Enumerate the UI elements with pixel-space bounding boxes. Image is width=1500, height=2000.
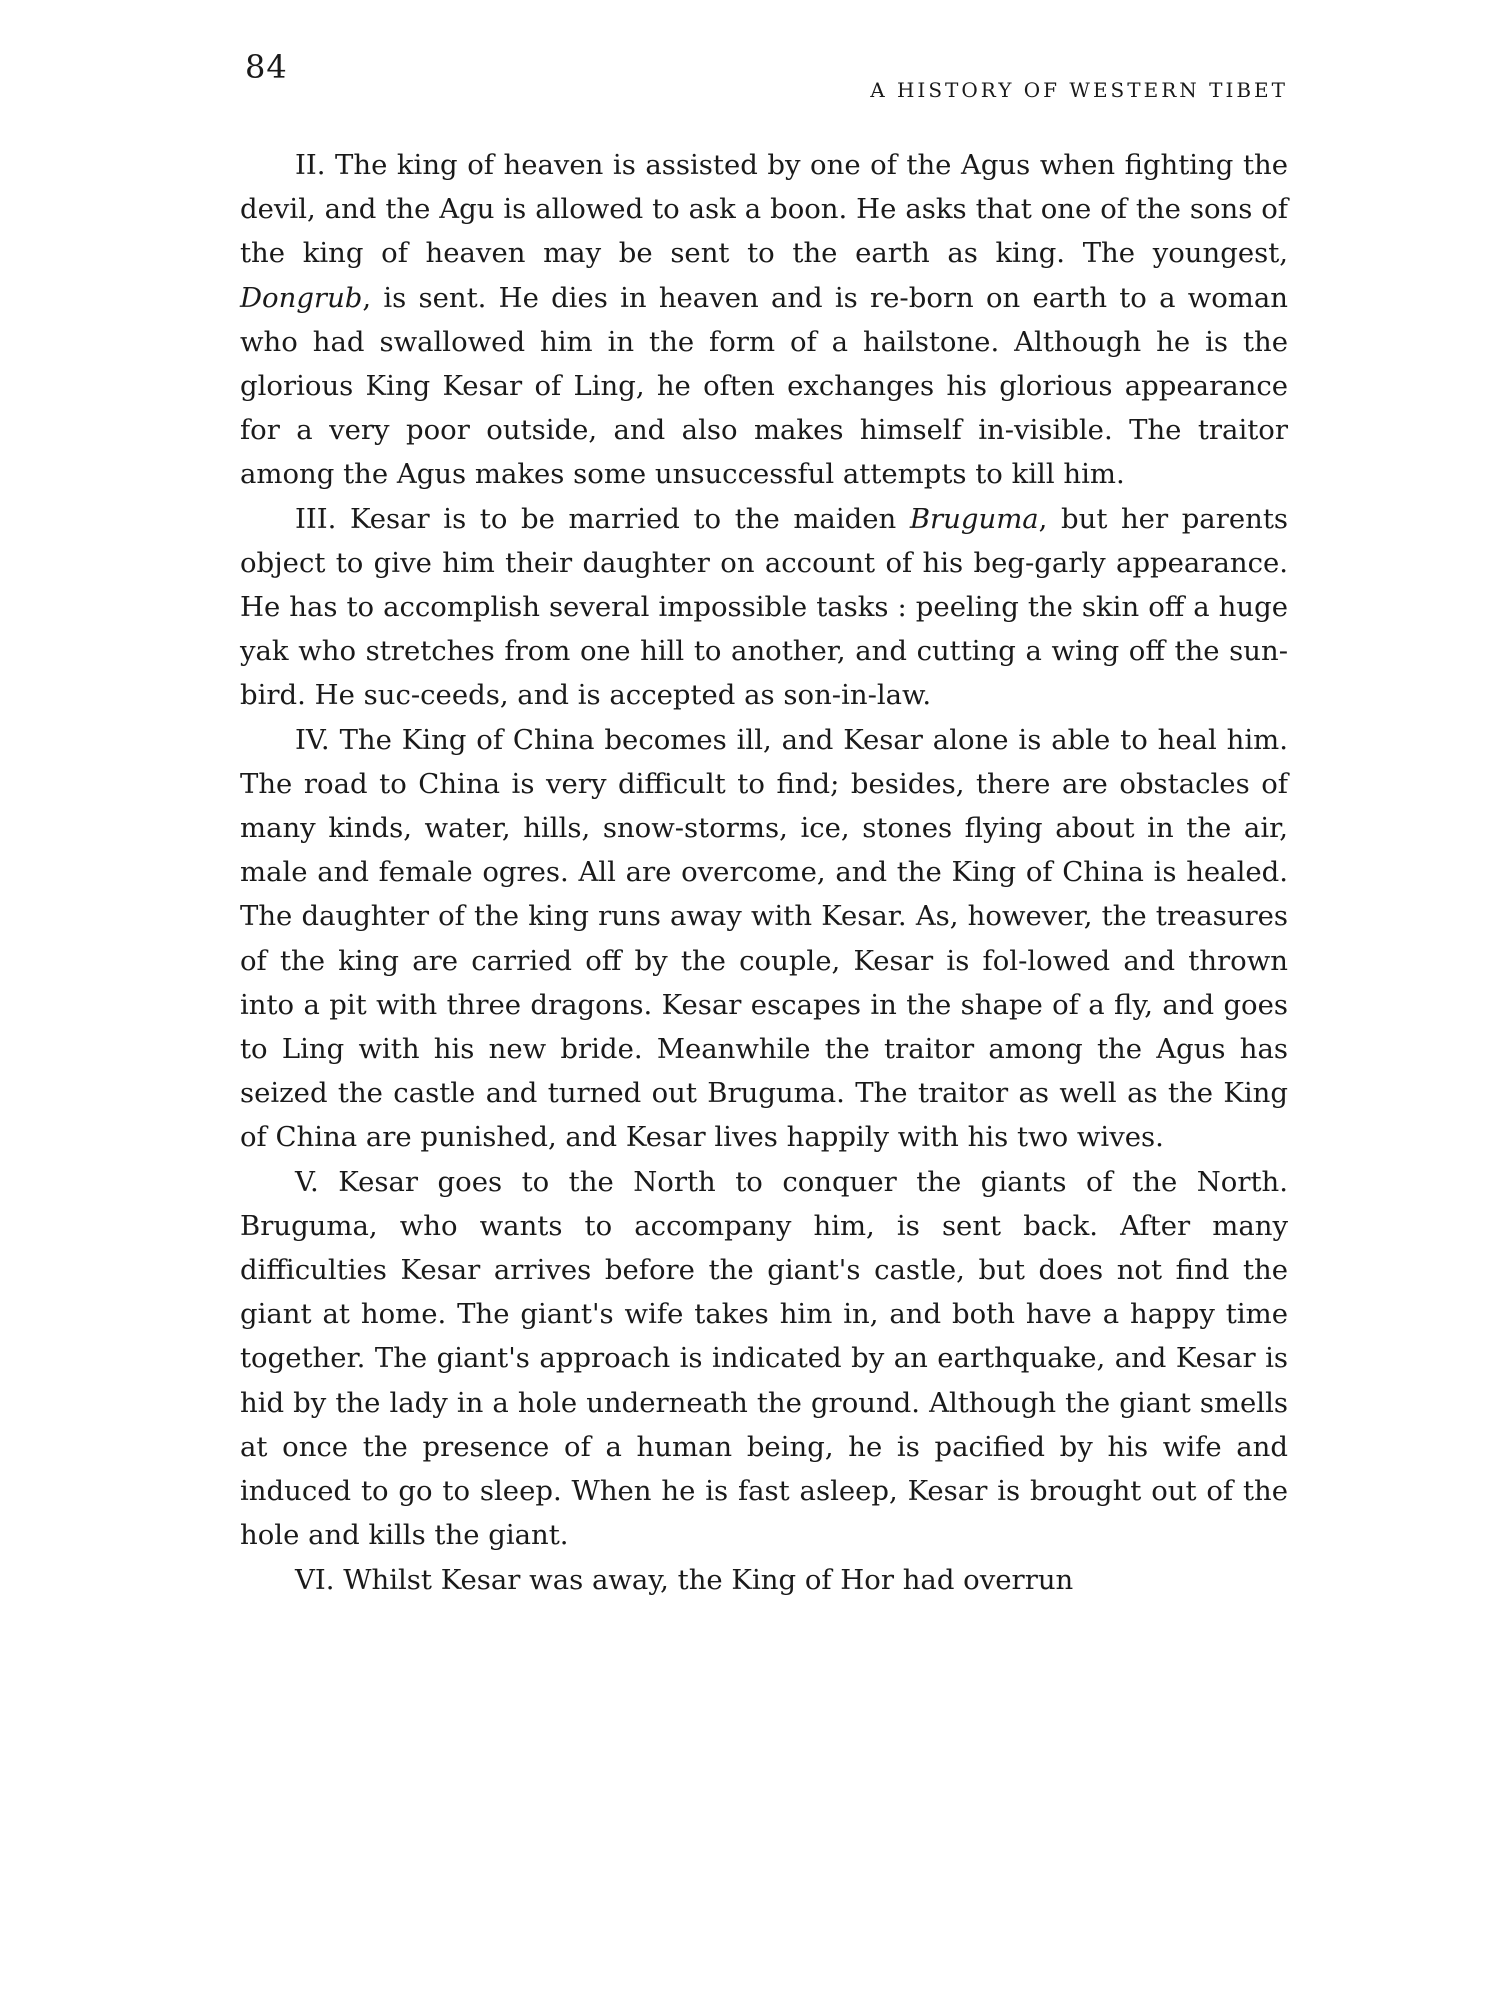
paragraph-ii <box>240 143 1288 497</box>
paragraph-text: Kesar goes to the North to conquer the giants of the North. Bruguma, who wants to accompany him, is sent back. After many difficulties Kesar arrives before the giant's castle, but does not find the giant at home. The giant's wife takes him in, and both have a happy time together. The giant's approach is indicated by an earthquake, and Kesar is hid by the lady in a hole underneath the ground. Although the giant smells at once the presence of a human being, he is pacified by his wife and induced to go to sleep. When he is fast asleep, Kesar is brought out of the hole and kills the giant. <box>240 1165 1288 1552</box>
paragraph-text: Whilst Kesar was away, the King of Hor had overrun <box>343 1563 1074 1596</box>
paragraph-iii <box>240 497 1288 718</box>
paragraph-v <box>240 1160 1288 1558</box>
running-head: A HISTORY OF WESTERN TIBET <box>870 78 1288 102</box>
paragraph-text: Kesar is to be married to the maiden <box>349 502 910 535</box>
italic-name: Dongrub <box>240 281 363 314</box>
paragraph-numeral: III. <box>295 502 337 535</box>
paragraph-vi <box>240 1558 1288 1602</box>
paragraph-numeral: VI. <box>295 1563 335 1596</box>
paragraph-numeral: IV. <box>295 723 330 756</box>
paragraph-text: The king of heaven is assisted by one of the Agus when fighting the devil, and the Agu is allowed to ask a boon. He asks that one of the sons of the king of heaven may be sent to the earth as king. The youngest, <box>240 149 1288 270</box>
paragraph-iv <box>240 718 1288 1160</box>
paragraph-text: The King of China becomes ill, and Kesar alone is able to heal him. The road to China is very difficult to find; besides, there are obstacles of many kinds, water, hills, snow-storms, ice, stones flying about in the air, male and female ogres. All are overcome, and the King of China is healed. The daughter of the king runs away with Kesar. As, however, the treasures of the king are carried off by the couple, Kesar is fol-lowed and thrown into a pit with three dragons. Kesar escapes in the shape of a fly, and goes to Ling with his new bride. Meanwhile the traitor among the Agus has seized the castle and turned out Bruguma. The traitor as well as the King of China are punished, and Kesar lives happily with his two wives. <box>240 723 1289 1154</box>
page-number: 84 <box>245 48 288 86</box>
body-text <box>240 143 1288 1602</box>
paragraph-text: , is sent. He dies in heaven and is re-born on earth to a woman who had swallowed him in the form of a hailstone. Although he is the glorious King Kesar of Ling, he often exchanges his glorious appearance for a very poor outside, and also makes himself in-visible. The traitor among the Agus makes some unsuccessful attempts to kill him. <box>240 281 1288 491</box>
paragraph-text: , but her parents object to give him their daughter on account of his beg-garly appearance. He has to accomplish several impossible tasks : peeling the skin off a huge yak who stretches from one hill to another, and cutting a wing off the sun-bird. He suc-ceeds, and is accepted as son-in-law. <box>240 502 1288 712</box>
italic-name: Bruguma <box>909 502 1039 535</box>
paragraph-numeral: V. <box>295 1165 319 1198</box>
paragraph-numeral: II. <box>295 149 326 181</box>
